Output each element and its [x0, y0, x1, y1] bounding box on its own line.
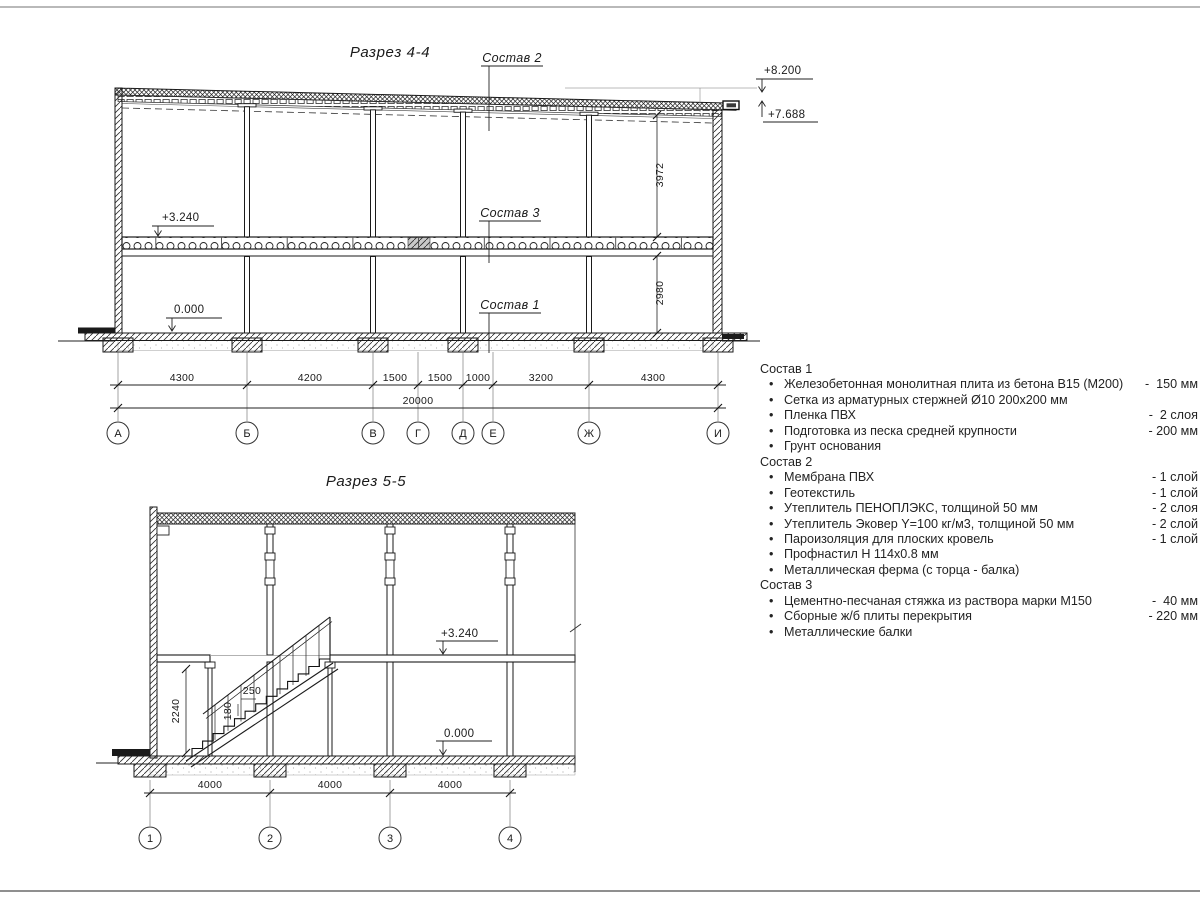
- note-text: • Мембрана ПВХ: [784, 470, 875, 485]
- vdim-upper-label: 3972: [654, 162, 666, 188]
- dim-label: 4300: [640, 372, 666, 384]
- note-text: • Геотекстиль: [784, 485, 855, 500]
- axis-label: 1: [146, 833, 154, 845]
- note-qty: - 1 слой: [1151, 531, 1198, 546]
- note-qty: - 40 мм: [1151, 593, 1198, 608]
- notes-group-title: Состав 2: [760, 454, 813, 469]
- note-qty: - 2 слоя: [1148, 408, 1198, 423]
- note-text: • Грунт основания: [784, 439, 882, 454]
- elev-floor-55: +3.240: [441, 628, 479, 640]
- left-wall-cut-55: [150, 507, 157, 758]
- note-item: [760, 532, 1198, 547]
- elev-parapet-arrow: [759, 79, 766, 92]
- axis-label: Б: [243, 428, 251, 440]
- left-apron-55: [112, 749, 150, 756]
- section-4-4: [58, 44, 818, 444]
- section-44-title: Разрез 4-4: [349, 44, 431, 61]
- elev-eave: +7.688: [768, 109, 806, 121]
- note-text: • Сборные ж/б плиты перекрытия: [784, 609, 973, 624]
- note-item: [760, 439, 1198, 454]
- callout-sostav1: Состав 1: [480, 298, 540, 312]
- dim-label: 4000: [437, 779, 463, 791]
- riser-label: 180: [222, 701, 234, 721]
- dim-label: 4300: [169, 372, 195, 384]
- elev-ground-44: 0.000: [174, 304, 205, 316]
- elev-ground-55: 0.000: [444, 728, 475, 740]
- roof-band-55: [157, 513, 575, 524]
- tread-label: 250: [242, 685, 262, 697]
- note-text: • Металлические балки: [784, 624, 913, 639]
- note-qty: - 2 слой: [1151, 516, 1198, 531]
- left-wall-cut: [115, 88, 122, 333]
- note-qty: - 1 слой: [1151, 485, 1198, 500]
- note-item: [760, 470, 1198, 485]
- note-item: [760, 408, 1198, 423]
- note-item: [760, 625, 1198, 640]
- axis-label: Ж: [583, 428, 595, 440]
- elev-floor-44: +3.240: [162, 212, 200, 224]
- notes-group-title: Состав 3: [760, 578, 813, 593]
- elev-eave-arrow: [759, 101, 766, 117]
- elev-parapet: +8.200: [764, 65, 802, 77]
- note-item: [760, 517, 1198, 532]
- note-item: [760, 377, 1198, 392]
- notes-group-title: Состав 1: [760, 362, 813, 376]
- axis-label: 4: [506, 833, 514, 845]
- break-mark: [570, 624, 581, 632]
- note-qty: - 220 мм: [1148, 609, 1198, 624]
- section-55-title: Разрез 5-5: [325, 473, 407, 490]
- callout-sostav3: Состав 3: [480, 206, 540, 220]
- note-text: • Утеплитель Эковер Y=100 кг/м3, толщиной 50 мм: [784, 516, 1075, 531]
- note-qty: - 200 мм: [1148, 423, 1198, 438]
- axis-label: Е: [489, 428, 497, 440]
- note-text: • Профнастил Н 114х0.8 мм: [784, 547, 939, 562]
- sand-bed: [118, 341, 713, 351]
- note-item: [760, 609, 1198, 624]
- note-item: [760, 563, 1198, 578]
- note-item: [760, 486, 1198, 501]
- dim-label: 1500: [382, 372, 408, 384]
- vdim-lower-label: 2980: [654, 280, 666, 306]
- note-item: [760, 594, 1198, 609]
- axis-label: И: [714, 428, 722, 440]
- callout-sostav2: Состав 2: [482, 51, 542, 65]
- columns-44: [238, 104, 598, 333]
- note-qty: - 150 мм: [1144, 377, 1198, 392]
- axis-bubbles-55: [139, 827, 521, 849]
- note-text: • Пленка ПВХ: [784, 408, 856, 423]
- note-text: • Цементно-песчаная стяжка из раствора марки М150: [784, 593, 1092, 608]
- note-text: • Утеплитель ПЕНОПЛЭКС, толщиной 50 мм: [784, 501, 1038, 516]
- stair-height-label: 2240: [170, 698, 182, 724]
- note-text: • Железобетонная монолитная плита из бетона В15 (М200): [784, 377, 1124, 392]
- note-item: [760, 393, 1198, 408]
- axis-label: 3: [386, 833, 394, 845]
- axis-label: Д: [459, 428, 467, 440]
- floor-right-55: [330, 655, 575, 662]
- note-qty: - 2 слоя: [1152, 501, 1198, 516]
- floor-landing-left: [157, 655, 210, 662]
- note-text: • Сетка из арматурных стержней Ø10 200х200 мм: [784, 392, 1068, 407]
- wall-bracket-55: [157, 526, 169, 535]
- axis-label: В: [369, 428, 377, 440]
- elev-floor-44-arrow: [155, 226, 162, 236]
- right-wall-cut: [713, 110, 722, 333]
- dim-label: 4000: [197, 779, 223, 791]
- ground-slab-55: [118, 756, 575, 764]
- dim-total-label: 20000: [402, 395, 434, 407]
- columns-55: [205, 524, 515, 756]
- note-qty: - 1 слой: [1151, 470, 1198, 485]
- elev-ground-55-arrow: [440, 741, 447, 755]
- elev-ground-44-arrow: [169, 318, 176, 331]
- note-text: • Пароизоляция для плоских кровель: [784, 531, 994, 546]
- note-text: • Металлическая ферма (с торца - балка): [784, 562, 1020, 577]
- axis-label: А: [114, 428, 122, 440]
- axis-label: 2: [266, 833, 274, 845]
- note-text: • Подготовка из песка средней крупности: [784, 423, 1017, 438]
- note-item: [760, 547, 1198, 562]
- axis-label: Г: [415, 428, 421, 440]
- materials-notes: [760, 362, 1198, 640]
- dim-label: 4200: [297, 372, 323, 384]
- dim-label: 1500: [427, 372, 453, 384]
- dim-label: 4000: [317, 779, 343, 791]
- left-apron: [78, 328, 115, 334]
- ground-slab-44: [85, 333, 747, 341]
- roof-edge-beam-core: [727, 103, 737, 107]
- section-5-5: [96, 473, 581, 849]
- note-item: [760, 501, 1198, 516]
- dim-label: 3200: [528, 372, 554, 384]
- note-item: [760, 424, 1198, 439]
- dim-label: 1000: [465, 372, 491, 384]
- extension-lines-44: [118, 352, 718, 421]
- elev-floor-55-arrow: [440, 641, 447, 654]
- right-apron: [722, 334, 744, 339]
